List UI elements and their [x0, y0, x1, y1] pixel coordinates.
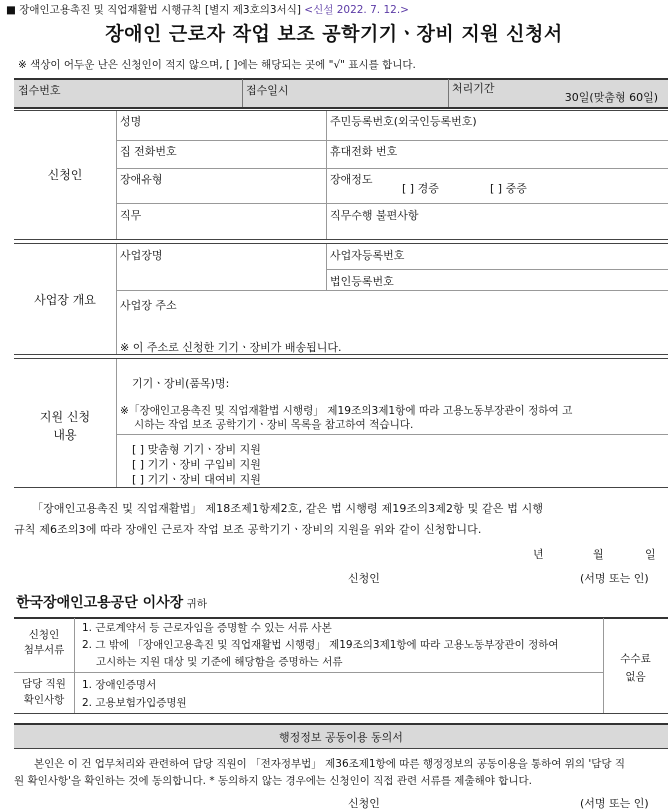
disability-degree-label: 장애정도	[330, 173, 373, 186]
consent-line-2: 원 확인사항'을 확인하는 것에 동의합니다. * 동의하지 않는 경우에는 신청인이 직접 관련 서류를 제출해야 합니다.	[14, 775, 532, 787]
fee-label: 수수료	[620, 653, 651, 665]
receipt-number-label: 접수번호	[18, 84, 61, 97]
home-phone-field[interactable]	[120, 155, 320, 167]
applicant-section-label: 신청인	[47, 168, 83, 182]
workplace-section-label: 사업장 개요	[34, 293, 96, 307]
name-label: 성명	[120, 115, 142, 128]
submit-doc-item-2: 2. 그 밖에 「장애인고용촉진 및 직업재활법 시행령」 제19조의3제1항에 따라 고용노동부장관이 정하여	[82, 639, 559, 651]
name-field[interactable]	[160, 112, 320, 138]
job-label: 직무	[120, 209, 142, 222]
job-difficulty-field[interactable]	[330, 220, 660, 238]
date-year-label: 년	[533, 548, 544, 561]
support-section-label	[14, 408, 116, 444]
custom-device-support-checkbox[interactable]: [ ] 맞춤형 기기ㆍ장비 지원	[132, 443, 261, 456]
disability-type-field[interactable]	[120, 184, 320, 202]
fee-cell	[603, 650, 668, 686]
declaration-line-1: 「장애인고용촉진 및 직업재활법」 제18조제1항제2호, 같은 법 시행령 제19조의3제2항 및 같은 법 시행	[32, 502, 544, 515]
declaration-applicant-label: 신청인	[348, 572, 380, 585]
recipient-name: 한국장애인고용공단 이사장	[16, 595, 184, 611]
declaration-signature-label[interactable]: (서명 또는 인)	[580, 572, 649, 585]
verify-item-1: 1. 장애인증명서	[82, 679, 157, 691]
verify-label-line1: 담당 직원	[22, 678, 66, 690]
consent-line-1: 본인은 이 건 업무처리와 관련하여 담당 직원이 「전자정부법」 제36조제1항에 따른 행정정보의 공동이용을 통하여 위의 '담당 직	[34, 758, 625, 770]
corporate-number-label: 법인등록번호	[330, 275, 394, 288]
fee-value: 없음	[625, 671, 646, 683]
verify-label	[14, 676, 74, 708]
device-list-note-1: ※「장애인고용촉진 및 직업재활법 시행령」 제19조의3제1항에 따라 고용노동부장관이 정하여 고	[120, 405, 573, 417]
mobile-phone-label: 휴대전화 번호	[330, 145, 398, 158]
law-reference	[6, 2, 409, 17]
submit-doc-item-2-cont: 고시하는 지원 대상 및 기준에 해당함을 증명하는 서류	[96, 656, 343, 668]
verify-item-2: 2. 고용보험가입증명원	[82, 697, 187, 709]
workplace-address-label: 사업장 주소	[120, 299, 177, 312]
device-name-field[interactable]	[252, 372, 660, 390]
address-delivery-note: ※ 이 주소로 신청한 기기ㆍ장비가 배송됩니다.	[120, 341, 342, 354]
resident-number-field[interactable]	[330, 127, 660, 139]
job-difficulty-label: 직무수행 불편사항	[330, 209, 419, 222]
device-list-note-2: 시하는 작업 보조 공학기기ㆍ장비 목록을 참고하여 적습니다.	[134, 419, 414, 431]
purchase-cost-support-checkbox[interactable]: [ ] 기기ㆍ장비 구입비 지원	[132, 458, 261, 471]
job-field[interactable]	[120, 220, 320, 238]
submit-docs-label-line1: 신청인	[28, 629, 60, 641]
receipt-date-label: 접수일시	[246, 84, 289, 97]
home-phone-label: 집 전화번호	[120, 145, 177, 158]
workplace-address-field[interactable]	[120, 311, 660, 335]
consent-signature-label[interactable]: (서명 또는 인)	[580, 797, 649, 810]
recipient-suffix: 귀하	[186, 598, 207, 610]
instruction-note: ※ 색상이 어두운 난은 신청인이 적지 않으며, [ ]에는 해당되는 곳에 "√" 표시를 합니다.	[18, 59, 416, 71]
processing-period-value: 30일(맞춤형 60일)	[564, 91, 658, 104]
submit-doc-item-1: 1. 근로계약서 등 근로자임을 증명할 수 있는 서류 사본	[82, 622, 332, 634]
date-month-label: 월	[593, 548, 604, 561]
severity-mild-checkbox[interactable]: [ ] 경증	[402, 182, 439, 195]
consent-title: 행정정보 공동이용 동의서	[279, 731, 403, 744]
submit-docs-label	[14, 628, 74, 658]
revision-note: <신설 2022. 7. 12.>	[304, 4, 409, 16]
business-number-label: 사업자등록번호	[330, 249, 405, 262]
workplace-name-field[interactable]	[120, 260, 320, 288]
verify-label-line2: 확인사항	[23, 694, 65, 706]
mobile-phone-field[interactable]	[330, 155, 660, 167]
support-section-label-line1: 지원 신청	[39, 410, 91, 424]
date-day-label: 일	[645, 548, 656, 561]
rental-cost-support-checkbox[interactable]: [ ] 기기ㆍ장비 대여비 지원	[132, 473, 261, 486]
form-title: 장애인 근로자 작업 보조 공학기기ㆍ장비 지원 신청서	[105, 23, 563, 45]
device-name-label: 기기ㆍ장비(품목)명:	[132, 377, 230, 390]
recipient	[16, 592, 207, 612]
workplace-name-label: 사업장명	[120, 249, 163, 262]
processing-period-label: 처리기간	[452, 82, 495, 95]
severity-severe-checkbox[interactable]: [ ] 중증	[490, 182, 527, 195]
declaration-line-2: 규칙 제6조의3에 따라 장애인 근로자 작업 보조 공학기기ㆍ장비의 지원을 위와 같이 신청합니다.	[14, 523, 482, 536]
resident-number-label: 주민등록번호(외국인등록번호)	[330, 115, 477, 128]
submit-docs-label-line2: 첨부서류	[23, 644, 65, 656]
law-reference-text: ■ 장애인고용촉진 및 직업재활법 시행규칙 [별지 제3호의3서식]	[6, 4, 301, 16]
support-section-label-line2: 내용	[53, 428, 77, 442]
disability-type-label: 장애유형	[120, 173, 163, 186]
consent-applicant-label: 신청인	[348, 797, 380, 810]
